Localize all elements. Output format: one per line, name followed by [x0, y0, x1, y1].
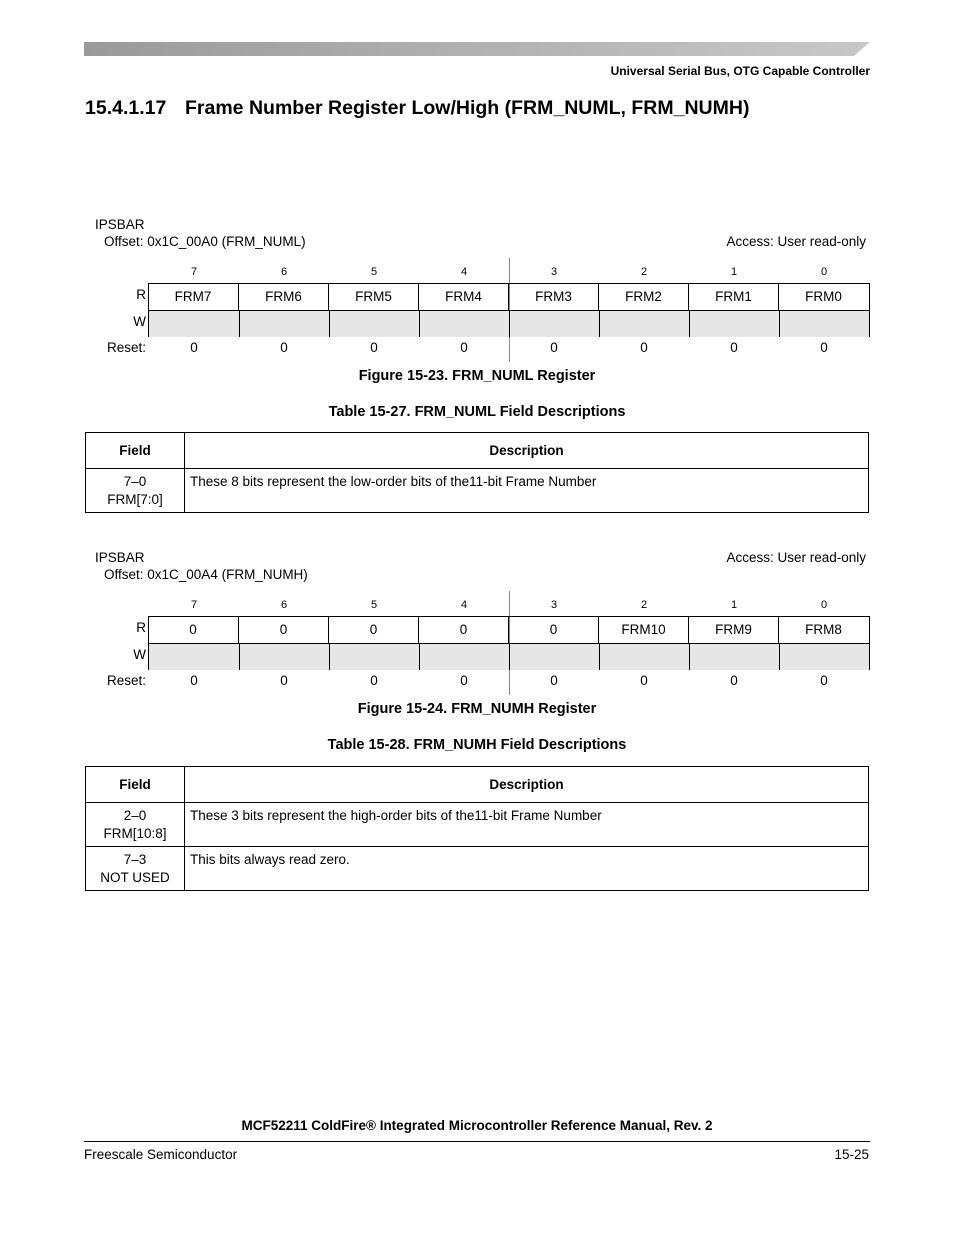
write-field-cell [509, 311, 599, 337]
table-row [86, 469, 869, 513]
read-field-cell: FRM0 [778, 284, 868, 310]
figure-caption: Figure 15-23. FRM_NUML Register [358, 368, 596, 384]
field-bits: 7–3 [123, 852, 147, 867]
figure-caption: Figure 15-24. FRM_NUMH Register [357, 701, 597, 717]
field-cell [86, 847, 185, 891]
manual-title: MCF52211 ColdFire® Integrated Microcontroller Reference Manual, Rev. 2 [241, 1118, 713, 1133]
reset-value: 0 [730, 673, 738, 688]
table-caption: Table 15-28. FRM_NUMH Field Descriptions [327, 737, 627, 753]
read-field-cell: 0 [328, 617, 418, 643]
table-header-row [86, 433, 869, 469]
page-number: 15-25 [834, 1147, 869, 1162]
write-row-label: W [133, 314, 146, 329]
read-field-cell: FRM9 [688, 617, 778, 643]
register-grid [148, 616, 870, 670]
read-field-cell: FRM5 [328, 284, 418, 310]
field-description-table-numl [85, 432, 869, 513]
bit-number: 6 [280, 599, 288, 611]
access-label: Access: User read-only [726, 550, 866, 565]
bit-number: 1 [730, 266, 738, 278]
bit-number: 3 [550, 599, 558, 611]
write-field-cell [599, 644, 689, 670]
write-field-cell [779, 311, 869, 337]
write-field-cell [419, 311, 509, 337]
footer-rule [84, 1141, 870, 1142]
read-field-cell: FRM8 [778, 617, 868, 643]
write-field-cell [329, 644, 419, 670]
reset-value: 0 [460, 340, 468, 355]
write-field-cell [689, 311, 779, 337]
description-cell: This bits always read zero. [185, 847, 869, 891]
reset-value: 0 [280, 673, 288, 688]
description-column-header: Description [185, 433, 869, 469]
read-field-cell: 0 [508, 617, 598, 643]
bit-number: 4 [460, 266, 468, 278]
field-name: NOT USED [100, 870, 170, 885]
field-name: FRM[10:8] [103, 826, 167, 841]
bit-number: 5 [370, 266, 378, 278]
write-field-cell [419, 644, 509, 670]
read-row-label: R [136, 620, 146, 635]
write-field-cell [149, 311, 239, 337]
ipsbar-label: IPSBAR [95, 217, 145, 232]
write-field-cell [329, 311, 419, 337]
write-row [148, 644, 870, 670]
reset-value: 0 [370, 673, 378, 688]
chapter-title: Universal Serial Bus, OTG Capable Controller [610, 64, 870, 78]
bit-number: 7 [190, 599, 198, 611]
reset-row [149, 340, 869, 356]
reset-value: 0 [370, 340, 378, 355]
description-cell: These 8 bits represent the low-order bits of the11-bit Frame Number [185, 469, 869, 513]
section-number: 15.4.1.17 [85, 97, 167, 119]
write-field-cell [779, 644, 869, 670]
field-cell [86, 469, 185, 513]
reset-value: 0 [460, 673, 468, 688]
reset-value: 0 [190, 340, 198, 355]
bit-number: 2 [640, 266, 648, 278]
write-field-cell [239, 644, 329, 670]
reset-value: 0 [640, 673, 648, 688]
reset-value: 0 [640, 340, 648, 355]
bit-number: 7 [190, 266, 198, 278]
reset-value: 0 [730, 340, 738, 355]
bit-number: 4 [460, 599, 468, 611]
read-field-cell: FRM3 [508, 284, 598, 310]
reset-row-label: Reset: [106, 340, 146, 355]
offset-label: Offset: 0x1C_00A0 (FRM_NUML) [104, 234, 306, 249]
description-column-header: Description [185, 767, 869, 803]
offset-label: Offset: 0x1C_00A4 (FRM_NUMH) [104, 567, 308, 582]
bit-number: 3 [550, 266, 558, 278]
reset-value: 0 [550, 340, 558, 355]
read-row [148, 284, 870, 310]
field-bits: 7–0 [123, 474, 147, 489]
read-field-cell: FRM4 [418, 284, 508, 310]
reset-value: 0 [190, 673, 198, 688]
field-bits: 2–0 [123, 808, 147, 823]
read-field-cell: FRM10 [598, 617, 688, 643]
section-heading [85, 97, 749, 120]
register-grid [148, 283, 870, 337]
read-field-cell: 0 [418, 617, 508, 643]
write-field-cell [689, 644, 779, 670]
bit-number: 2 [640, 599, 648, 611]
bit-number: 5 [370, 599, 378, 611]
read-field-cell: 0 [189, 622, 197, 637]
table-row [86, 803, 869, 847]
field-description-table-numh [85, 766, 869, 891]
reset-value: 0 [820, 673, 828, 688]
write-field-cell [599, 311, 689, 337]
reset-row-label: Reset: [106, 673, 146, 688]
bit-number: 0 [820, 266, 828, 278]
field-column-header: Field [86, 767, 185, 803]
bit-number: 6 [280, 266, 288, 278]
read-row [148, 617, 870, 643]
description-cell: These 3 bits represent the high-order bits of the11-bit Frame Number [185, 803, 869, 847]
reset-row [149, 673, 869, 689]
write-row-label: W [133, 647, 146, 662]
bit-number: 1 [730, 599, 738, 611]
write-field-cell [509, 644, 599, 670]
access-label: Access: User read-only [726, 234, 866, 249]
write-field-cell [149, 644, 239, 670]
table-caption: Table 15-27. FRM_NUML Field Descriptions [328, 404, 626, 420]
ipsbar-label: IPSBAR [95, 550, 145, 565]
read-field-cell: FRM6 [238, 284, 328, 310]
read-row-label: R [136, 287, 146, 302]
read-field-cell: FRM2 [598, 284, 688, 310]
read-field-cell: FRM1 [688, 284, 778, 310]
write-field-cell [239, 311, 329, 337]
write-row [148, 311, 870, 337]
footer-company: Freescale Semiconductor [84, 1147, 238, 1162]
table-header-row [86, 767, 869, 803]
read-field-cell: FRM7 [174, 289, 212, 304]
bit-number: 0 [820, 599, 828, 611]
field-name: FRM[7:0] [107, 492, 163, 507]
reset-value: 0 [820, 340, 828, 355]
field-cell [86, 803, 185, 847]
section-title: Frame Number Register Low/High (FRM_NUML, FRM_NUMH) [185, 97, 750, 119]
header-bar [84, 42, 870, 56]
field-column-header: Field [86, 433, 185, 469]
table-row [86, 847, 869, 891]
read-field-cell: 0 [238, 617, 328, 643]
reset-value: 0 [280, 340, 288, 355]
reset-value: 0 [550, 673, 558, 688]
